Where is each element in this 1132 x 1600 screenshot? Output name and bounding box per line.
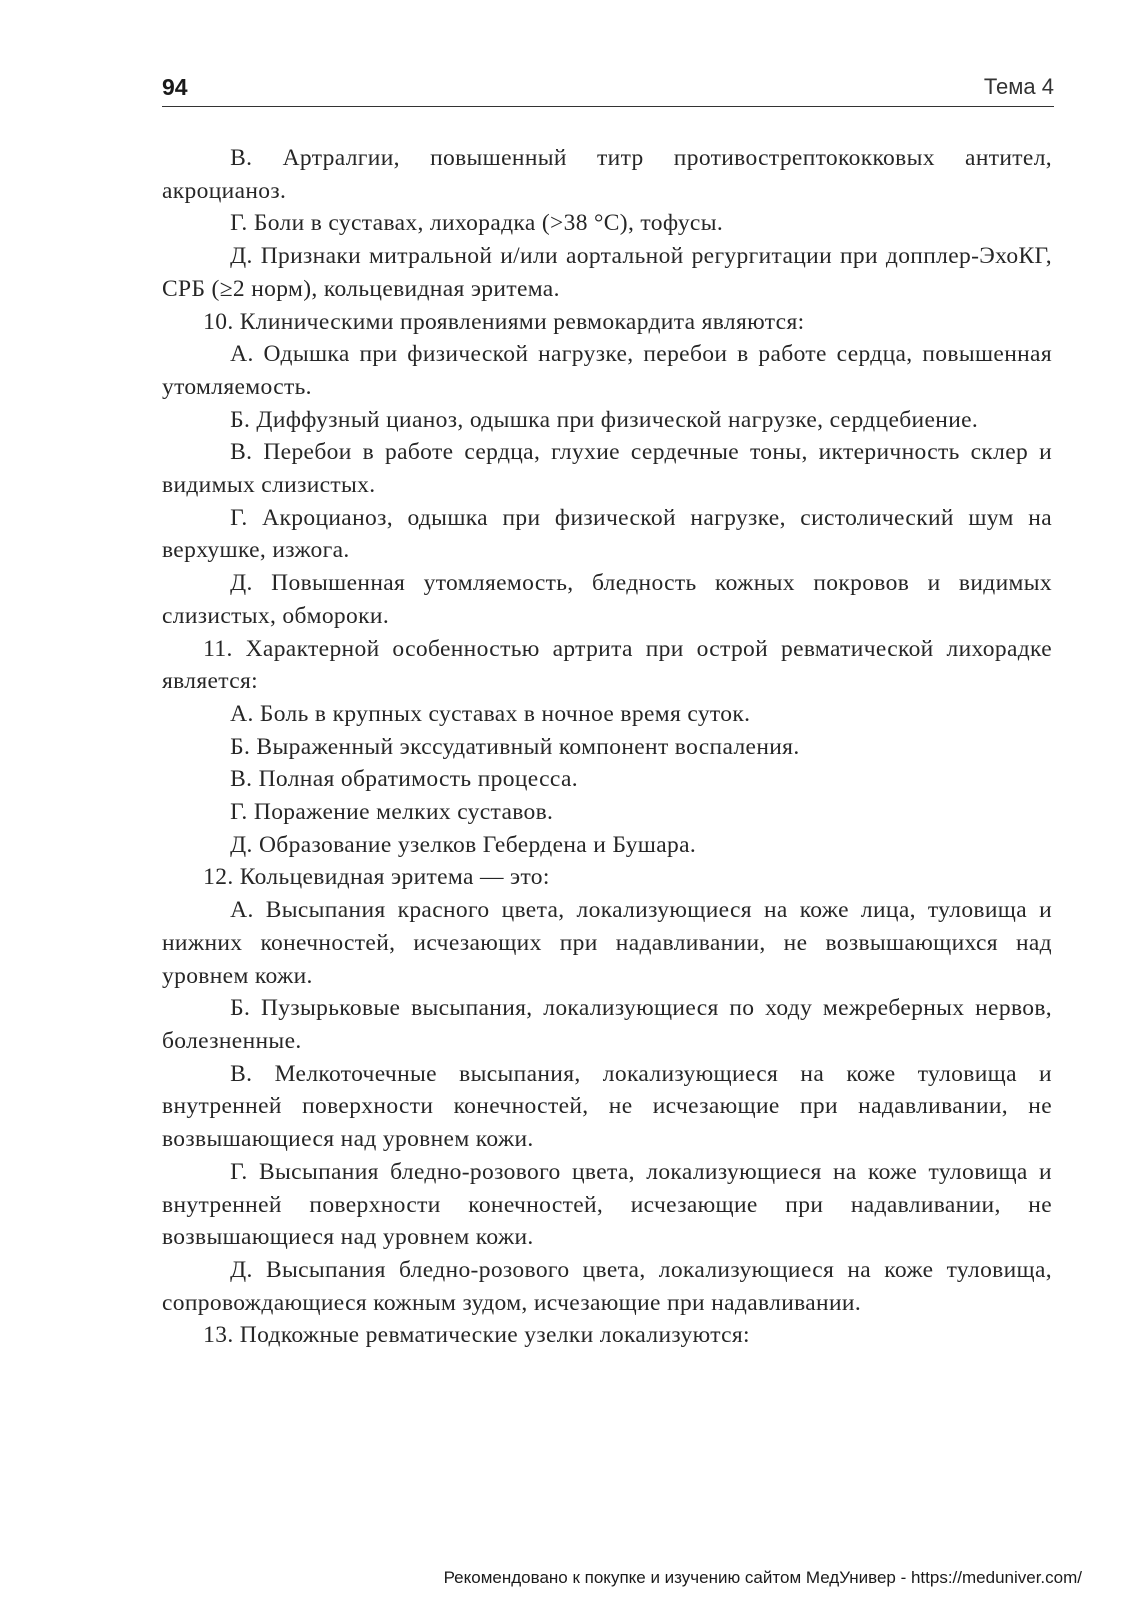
running-title: Тема 4 bbox=[983, 74, 1054, 99]
answer-option: Г. Боли в суставах, лихорадка (>38 °С), тофусы. bbox=[230, 210, 724, 237]
answer-option: Д. Признаки митральной и/или аортальной регургитации при допплер-ЭхоКГ, СРБ (≥2 норм), кольцевидная эритема. bbox=[162, 243, 1052, 302]
header-rule bbox=[162, 106, 1054, 107]
answer-option: В. Перебои в работе сердца, глухие сердечные тоны, иктеричность склер и видимых слизистых. bbox=[162, 439, 1052, 499]
answer-option: В. Артралгии, повышенный титр противострептококковых антител, акроцианоз. bbox=[162, 145, 1052, 204]
answer-option: А. Высыпания красного цвета, локализующиеся на коже лица, туловища и нижних конечностей, исчезающих при надавливании, не возвышающихся над уровнем кожи. bbox=[162, 897, 1052, 989]
answer-option: Г. Высыпания бледно-розового цвета, локализующиеся на коже туловища и внутренней поверхности конечностей, исчезающие при надавливании, не возвышающиеся над уровнем кожи. bbox=[162, 1158, 1052, 1251]
answer-option: Б. Пузырьковые высыпания, локализующиеся по ходу межреберных нервов, болезненные. bbox=[162, 995, 1052, 1054]
question-10: 10. Клиническими проявлениями ревмокардита являются: bbox=[203, 308, 805, 335]
body-text bbox=[162, 142, 1052, 1352]
answer-option: А. Боль в крупных суставах в ночное время суток. bbox=[230, 700, 751, 727]
page-number: 94 bbox=[162, 74, 188, 100]
page-header bbox=[162, 74, 1054, 108]
answer-option: Г. Акроцианоз, одышка при физической нагрузке, систолический шум на верхушке, изжога. bbox=[162, 504, 1052, 564]
question-13: 13. Подкожные ревматические узелки локализуются: bbox=[203, 1322, 750, 1349]
footer-note: Рекомендовано к покупке и изучению сайтом МедУнивер - https://meduniver.com/ bbox=[443, 1568, 1082, 1587]
answer-option: Г. Поражение мелких суставов. bbox=[230, 799, 554, 826]
answer-option: Д. Высыпания бледно-розового цвета, локализующиеся на коже туловища, сопровождающиеся кожным зудом, исчезающие при надавливании. bbox=[162, 1256, 1052, 1316]
answer-option: Б. Диффузный цианоз, одышка при физической нагрузке, сердцебиение. bbox=[230, 406, 979, 433]
question-12: 12. Кольцевидная эритема — это: bbox=[203, 864, 550, 891]
answer-option: Д. Образование узелков Гебердена и Бушара. bbox=[230, 831, 697, 858]
answer-option: Д. Повышенная утомляемость, бледность кожных покровов и видимых слизистых, обмороки. bbox=[162, 570, 1052, 629]
answer-option: Б. Выраженный экссудативный компонент воспаления. bbox=[230, 733, 800, 760]
question-11: 11. Характерной особенностью артрита при острой ревматической лихорадке является: bbox=[162, 635, 1052, 695]
answer-option: А. Одышка при физической нагрузке, перебои в работе сердца, повышенная утомляемость. bbox=[162, 341, 1052, 400]
answer-option: В. Полная обратимость процесса. bbox=[230, 766, 578, 793]
answer-option: В. Мелкоточечные высыпания, локализующиеся на коже туловища и внутренней поверхности конечностей, не исчезающие при надавливании, не возвышающиеся над уровнем кожи. bbox=[162, 1060, 1052, 1153]
